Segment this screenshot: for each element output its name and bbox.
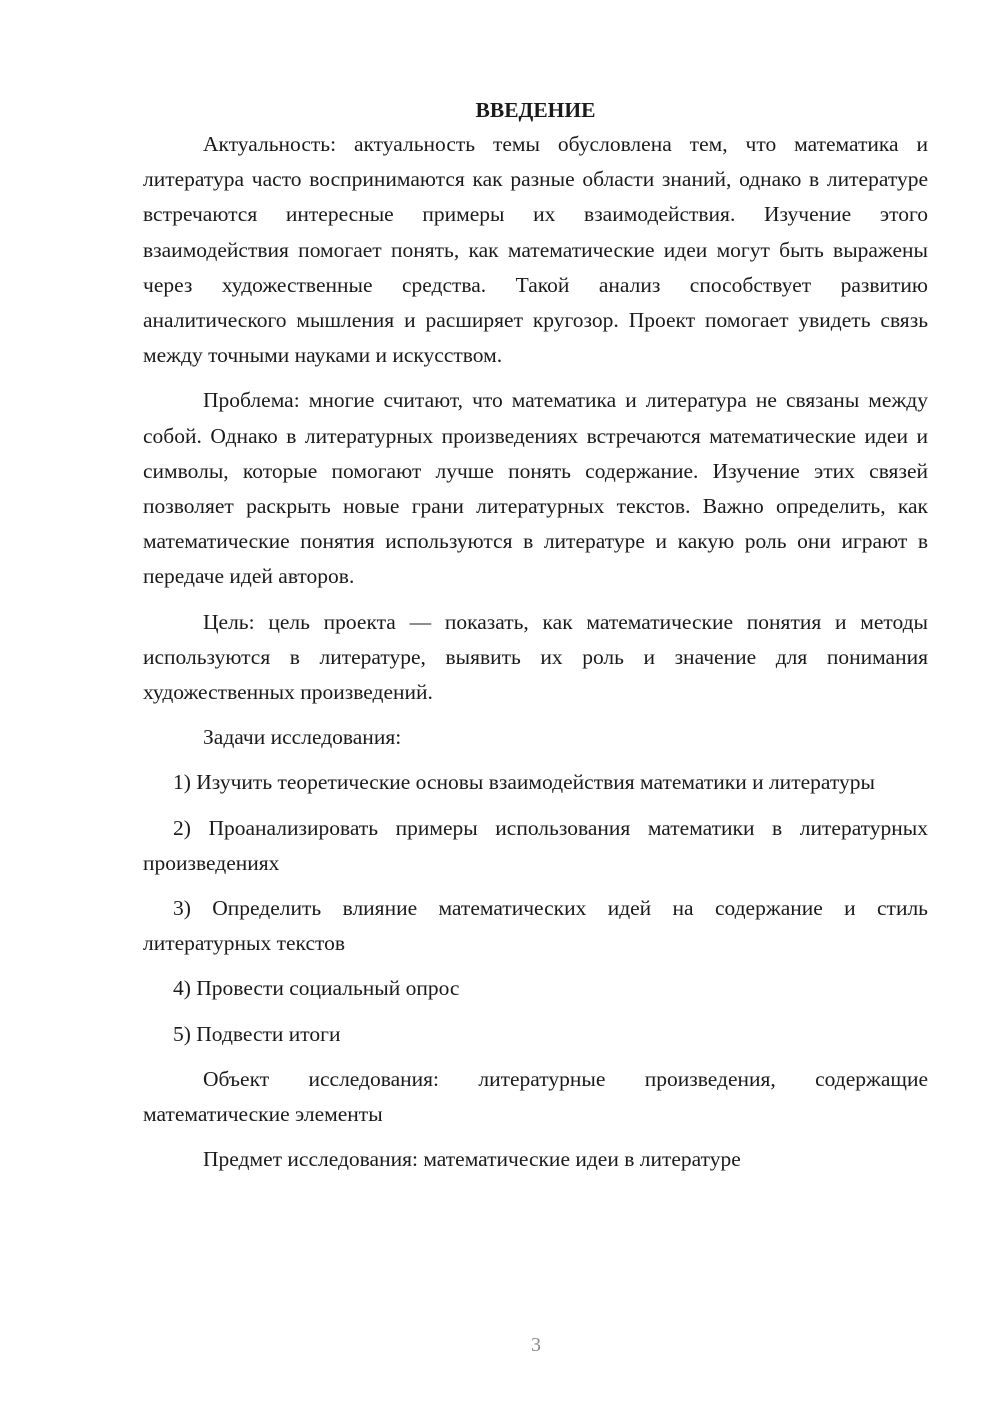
page-content [143,94,928,1177]
page-number: 3 [531,1334,541,1356]
task-item-4: 4) Провести социальный опрос [173,976,460,1001]
task-item-3: 3) Определить влияние математических идей на содержание и стиль литературных текстов [143,896,928,956]
section-heading: ВВЕДЕНИЕ [475,98,596,122]
tasks-title: Задачи исследования: [203,725,402,750]
task-item-5: 5) Подвести итоги [173,1021,341,1046]
task-item-2: 2) Проанализировать примеры использования математики в литературных произведениях [143,815,928,875]
problem-paragraph: Проблема: многие считают, что математика и литература не связаны между собой. Однако в литературных произведениях встречаются математические идеи и символы, которые помогают лучше понять содержание. Изучение этих связей позволяет раскрыть новые грани литературных текстов. Важно определить, как математические понятия используются в литературе и какую роль они играют в передаче идей авторов. [143,388,928,589]
research-object-paragraph: Объект исследования: литературные произведения, содержащие математические элементы [143,1066,928,1127]
research-subject-paragraph: Предмет исследования: математические идеи в литературе [203,1147,741,1172]
goal-paragraph: Цель: цель проекта — показать, как математические понятия и методы используются в литературе, выявить их роль и значение для понимания художественных произведений. [143,609,928,705]
relevance-paragraph: Актуальность: актуальность темы обусловлена тем, что математика и литература часто воспринимаются как разные области знаний, однако в литературе встречаются интересные примеры их взаимодействия. Изучение этого взаимодействия помогает понять, как математические идеи могут быть выражены через художественные средства. Такой анализ способствует развитию аналитического мышления и расширяет кругозор. Проект помогает увидеть связь между точными науками и искусством. [143,132,928,368]
task-item-1: 1) Изучить теоретические основы взаимодействия математики и литературы [173,770,875,795]
